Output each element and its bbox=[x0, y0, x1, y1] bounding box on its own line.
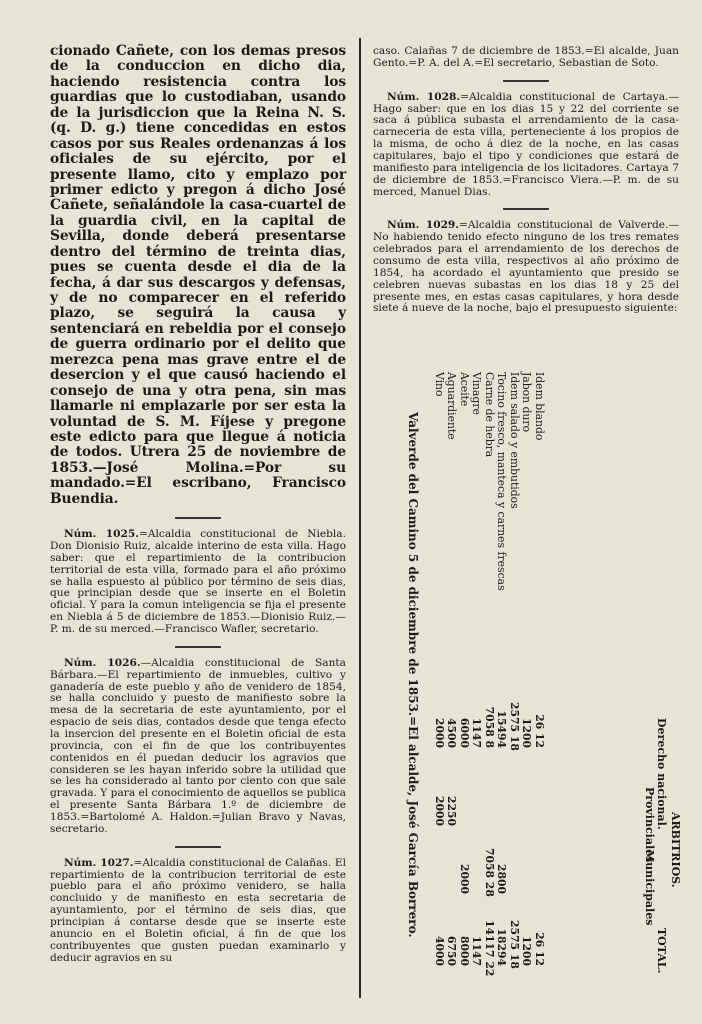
notice-1028 bbox=[373, 92, 679, 199]
cell-total: 8000 bbox=[458, 935, 471, 966]
section-separator bbox=[175, 517, 221, 519]
cell-total: 2575 18 bbox=[508, 920, 521, 969]
column-divider bbox=[359, 38, 361, 998]
header-provinciales: Provinciales bbox=[643, 787, 656, 863]
notice-number: Núm. 1029. bbox=[387, 219, 459, 232]
cell-total: 1147 bbox=[470, 935, 484, 966]
cell-nacional: 6000 bbox=[458, 717, 471, 748]
row-label: Vinagre bbox=[470, 372, 484, 415]
budget-table-body bbox=[390, 372, 682, 982]
header-total: TOTAL. bbox=[655, 928, 668, 974]
table-row bbox=[497, 372, 509, 982]
cell-nacional: 26 12 bbox=[533, 714, 546, 748]
notice-text: =Alcaldia constitucional de Niebla. Don Dionisio Ruiz, alcalde interino de esta villa. Hago saber: que el repartimiento de la contribucion territorial de esta villa, formado para el año próximo se halla espuesto al público por término de seis dias, que principian desde que se inserte en el Boletin oficial. Y para la comun inteligencia se fija el presente en Niebla á 5 de diciembre de 1853.—Dionisio Ruiz.—P. m. de su merced.—Francisco Wafler, secretario. bbox=[50, 528, 346, 635]
section-separator bbox=[175, 646, 221, 648]
notice-1025 bbox=[50, 529, 346, 636]
row-label: Idem blando bbox=[533, 372, 546, 441]
table-footer: Valverde del Camino 5 de diciembre de 1853.=El alcalde, José García Borrero. bbox=[406, 412, 420, 938]
header-nacional: Derecho nacional. bbox=[655, 718, 668, 830]
header-arbitrios: ARBITRIOS. bbox=[669, 812, 682, 888]
notice-text: =Alcaldia constitucional de Cartaya.—Hago saber: que en los dias 15 y 22 del corriente se saca á pública subasta el arrendamiento de la casa-carneceria de esta villa, perteneciente á los propios de la misma, de ocho á diez de la noche, en las casas capitulares, bajo el tipo y condiciones que estará de manifiesto para inteligencia de los licitadores. Cartaya 7 de diciembre de 1853.=Francisco Viera.—P. m. de su merced, Manuel Dias. bbox=[373, 90, 679, 198]
cell-municipales: 7058 28 bbox=[483, 848, 496, 897]
left-column bbox=[50, 44, 346, 970]
notice-number: Núm. 1025. bbox=[64, 528, 139, 541]
cell-nacional: 2575 18 bbox=[508, 702, 521, 751]
edict-paragraph: cionado Cañete, con los demas presos de la conduccion en dicho dia, haciendo resistencia contra los guardias que lo custodiaban, usando de la jurisdiccion que la Reina N. S. (q. D. g.) tiene concedidas en estos casos por sus Reales ordenanzas á los oficiales de su ejército, por el presente llamo, cito y emplazo por primer edicto y pregon á dicho José Cañete, señalándole la casa-cuartel de la guardia civil, en la capital de Sevilla, donde deberá presentarse dentro del término de treinta dias, pues se cuenta desde el dia de la fecha, á dar sus descargos y defensas, y de no comparecer en el referido plazo, se seguirá la causa y sentenciará en rebeldia por el consejo de guerra ordinario por el delito que merezca pena mas grave entre el de desercion y el que causó haciendo el consejo de una y otra pena, sin mas llamarle ni emplazarle por ser esta la voluntad de S. M. Fíjese y pregone este edicto para que llegue á noticia de todos. Utrera 25 de noviembre de 1853.—José Molina.=Por su mandado.=El escribano, Francisco Buendia. bbox=[50, 43, 346, 507]
row-label: Jabon duro bbox=[520, 372, 534, 433]
cell-total: 18294 bbox=[495, 928, 509, 966]
row-label: Tocino fresco, manteca y carnes frescas bbox=[495, 372, 509, 591]
right-column bbox=[373, 46, 679, 321]
header-municipales: Municipales bbox=[643, 850, 656, 926]
table-row bbox=[447, 372, 459, 982]
section-separator bbox=[503, 80, 549, 82]
cell-total: 14117 22 bbox=[483, 920, 496, 977]
section-separator bbox=[175, 846, 221, 848]
cell-total: 1200 bbox=[520, 935, 534, 966]
row-label: Aceite bbox=[458, 372, 471, 407]
row-label: Carne de hebra bbox=[483, 372, 496, 458]
cell-municipales: 2800 bbox=[495, 863, 509, 894]
table-row bbox=[484, 372, 496, 982]
table-row bbox=[509, 372, 521, 982]
cell-total: 26 12 bbox=[533, 932, 546, 966]
notice-text: =Alcaldia constitucional de Valverde.—No habiendo tenido efecto ninguno de los tres remates celebrados para el arrendamiento de los derechos de consumo de esta villa, respectivos al año próximo de 1854, ha acordado el ayuntamiento que presido se celebren nuevas subastas en los dias 18 y 25 del presente mes, en estas casas capitulares, y hora desde siete á nueve de la noche, bajo el presupuesto siguiente: bbox=[373, 219, 679, 315]
cell-nacional: 4500 bbox=[445, 717, 459, 748]
notice-text: —Alcaldia constitucional de Santa Bárbara.—El repartimiento de inmuebles, cultivo y ganadería de este pueblo y año de venidero de 1854, se halla concluido y puesto de manifiesto sobre la mesa de la secretaria de este ayuntamiento, por el espacio de seis dias, contados desde que tenga efecto la insercion del presente en el Boletin oficial de esta provincia, con el fin de que los contribuyentes contenidos en él puedan deducir los agravios que consideren se les hayan inferido sobre la utilidad que se les ha considerado al tanto por ciento con que sale gravada. Y para el conocimiento de aquellos se publica el presente Santa Bárbara 1.º de diciembre de 1853.=Bartolomé A. Haldon.=Julian Bravo y Navas, secretario. bbox=[50, 656, 346, 835]
table-row bbox=[434, 372, 446, 982]
table-row bbox=[534, 372, 546, 982]
notice-1027 bbox=[50, 858, 346, 965]
notice-number: Núm. 1026. bbox=[64, 656, 141, 669]
cell-nacional: 1200 bbox=[520, 717, 534, 748]
notice-1029 bbox=[373, 220, 679, 315]
section-separator bbox=[503, 208, 549, 210]
row-label: Vino bbox=[433, 372, 446, 397]
table-row bbox=[472, 372, 484, 982]
notice-text: =Alcaldia constitucional de Calañas. El repartimiento de la contribucion territorial de este pueblo para el año próximo venidero, se halla concluido y de manifiesto en esta secretaria de ayuntamiento, por el término de seis dias, que principian á contarse desde que se inserte este anuncio en el Boletin oficial, á fin de que los contribuyentes que gusten puedan examinarlo y deducir agravios en su bbox=[50, 856, 346, 964]
notice-1027-end: caso. Calañas 7 de diciembre de 1853.=El alcalde, Juan Gento.=P. A. del A.=El secretario, Sebastian de Soto. bbox=[373, 45, 679, 69]
cell-nacional: 15494 bbox=[495, 710, 509, 748]
notice-number: Núm. 1027. bbox=[64, 856, 134, 869]
notice-number: Núm. 1028. bbox=[387, 90, 461, 103]
cell-total: 4000 bbox=[433, 935, 446, 966]
table-row bbox=[522, 372, 534, 982]
budget-table bbox=[390, 372, 682, 982]
cell-municipales: 2000 bbox=[458, 863, 471, 894]
cell-nacional: 7058 8 bbox=[483, 706, 496, 748]
cell-total: 6750 bbox=[445, 935, 459, 966]
cell-provinciales: 2250 bbox=[445, 795, 459, 826]
cell-nacional: 2000 bbox=[433, 717, 446, 748]
cell-provinciales: 2000 bbox=[433, 795, 446, 826]
notice-1026 bbox=[50, 658, 346, 836]
row-label: Aguardiente bbox=[445, 372, 459, 440]
row-label: Idem salado y embutidos bbox=[508, 372, 521, 509]
cell-nacional: 1147 bbox=[470, 717, 484, 748]
table-row bbox=[459, 372, 471, 982]
